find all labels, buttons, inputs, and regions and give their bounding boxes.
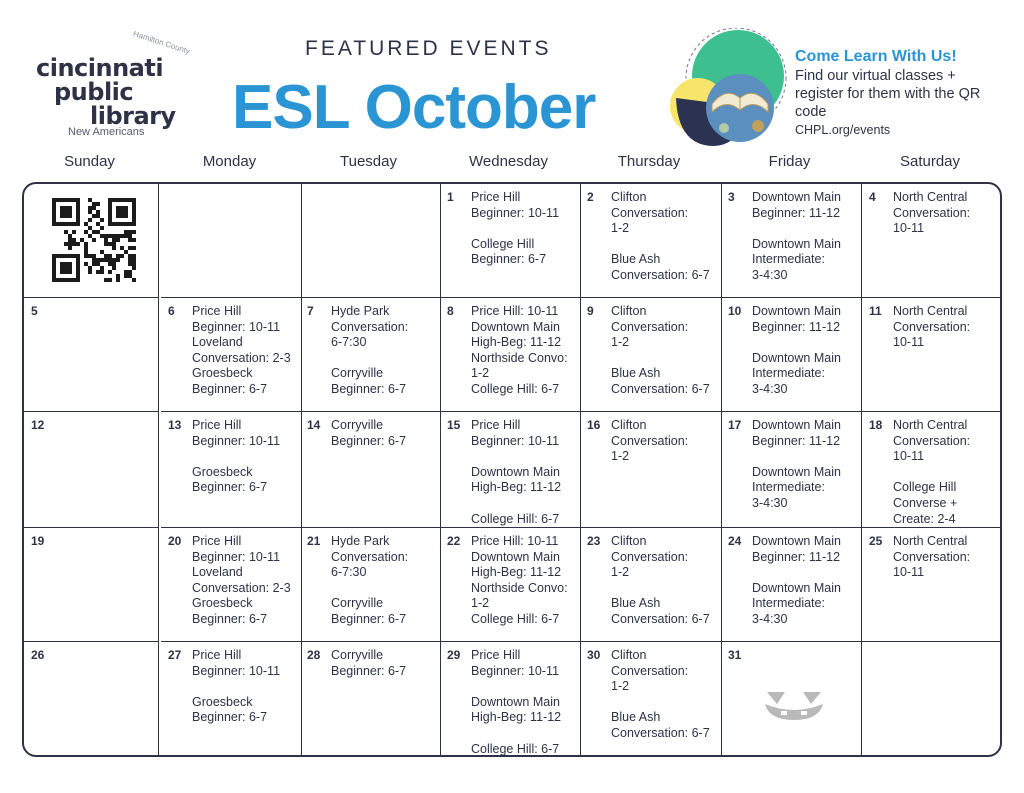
day-number: 11 [869, 304, 882, 318]
day-number: 13 [168, 418, 182, 432]
day-events: North Central Conversation: 10-11 [893, 534, 971, 580]
library-logo [36, 29, 206, 144]
day-cell [24, 184, 159, 298]
day-cell [24, 412, 159, 528]
day-events: Clifton Conversation: 1-2 Blue Ash Conversation: 6-7 [611, 648, 710, 740]
calendar-grid [22, 182, 1002, 757]
day-events: Price Hill Beginner: 10-11 College Hill Beginner: 6-7 [471, 190, 560, 267]
day-cell [161, 412, 302, 528]
day-events: Downtown Main Beginner: 11-12 Downtown Main Intermediate: 3-4:30 [752, 418, 841, 510]
day-events: Clifton Conversation: 1-2 Blue Ash Conversation: 6-7 [611, 534, 710, 626]
day-events: Price Hill Beginner: 10-11 Loveland Conversation: 2-3 Groesbeck Beginner: 6-7 [192, 534, 291, 626]
day-number: 1 [447, 190, 454, 204]
day-events: Price Hill Beginner: 10-11 Groesbeck Beginner: 6-7 [192, 648, 281, 725]
day-cell [580, 412, 722, 528]
day-number: 7 [307, 304, 314, 318]
logo-word-cincinnati: cincinnati [36, 54, 164, 82]
day-number: 17 [728, 418, 742, 432]
day-cell [161, 184, 302, 298]
day-number: 5 [31, 304, 38, 318]
day-cell [862, 642, 1002, 757]
day-number: 9 [587, 304, 594, 318]
weekday-saturday: Saturday [899, 153, 961, 170]
day-cell [161, 528, 302, 642]
day-cell [161, 642, 302, 757]
day-cell [862, 528, 1002, 642]
day-events: Downtown Main Beginner: 11-12 Downtown Main Intermediate: 3-4:30 [752, 304, 841, 396]
day-events: Corryville Beginner: 6-7 [331, 648, 407, 678]
day-number: 14 [307, 418, 321, 432]
day-number: 16 [587, 418, 601, 432]
day-cell [721, 184, 862, 298]
day-cell [300, 528, 441, 642]
day-cell [440, 412, 581, 528]
day-events: Hyde Park Conversation: 6-7:30 Corryville Beginner: 6-7 [331, 534, 409, 626]
day-number: 3 [728, 190, 735, 204]
day-events: Price Hill Beginner: 10-11 Downtown Main High-Beg: 11-12 College Hill: 6-7 [471, 418, 562, 526]
day-events: Hyde Park Conversation: 6-7:30 Corryville Beginner: 6-7 [331, 304, 409, 396]
day-number: 8 [447, 304, 454, 318]
day-events: Price Hill: 10-11 Downtown Main High-Beg: 11-12 Northside Convo: 1-2 College Hill: 6-7 [471, 304, 568, 396]
weekday-thursday: Thursday [617, 153, 681, 170]
day-cell [300, 298, 441, 412]
day-cell [721, 528, 862, 642]
open-book-globe-icon [668, 28, 788, 148]
day-number: 19 [31, 534, 45, 548]
day-number: 20 [168, 534, 182, 548]
day-events: Price Hill Beginner: 10-11 Loveland Conversation: 2-3 Groesbeck Beginner: 6-7 [192, 304, 291, 396]
day-cell [580, 642, 722, 757]
day-cell [440, 184, 581, 298]
logo-county-text: Hamilton County [132, 29, 192, 56]
day-number: 25 [869, 534, 883, 548]
day-events: Price Hill: 10-11 Downtown Main High-Beg: 11-12 Northside Convo: 1-2 College Hill: 6-7 [471, 534, 568, 626]
logo-word-public: public [54, 78, 134, 106]
day-cell [440, 642, 581, 757]
day-events: Downtown Main Beginner: 11-12 Downtown Main Intermediate: 3-4:30 [752, 190, 841, 282]
day-events: North Central Conversation: 10-11 [893, 304, 971, 350]
day-cell [721, 412, 862, 528]
day-cell [862, 298, 1002, 412]
day-events: Price Hill Beginner: 10-11 Groesbeck Beginner: 6-7 [192, 418, 281, 495]
weekday-tuesday: Tuesday [340, 153, 397, 170]
day-events: Clifton Conversation: 1-2 [611, 418, 689, 464]
weekday-monday: Monday [202, 153, 257, 170]
day-number: 29 [447, 648, 461, 662]
day-cell [721, 298, 862, 412]
day-cell [862, 412, 1002, 528]
day-number: 2 [587, 190, 594, 204]
day-number: 10 [728, 304, 742, 318]
day-number: 23 [587, 534, 601, 548]
day-cell [580, 528, 722, 642]
day-events: North Central Conversation: 10-11 College Hill Converse + Create: 2-4 [893, 418, 971, 526]
day-number: 15 [447, 418, 461, 432]
promo-body: Find our virtual classes + register for them with the QR code [795, 68, 981, 120]
day-cell [24, 298, 159, 412]
day-number: 30 [587, 648, 601, 662]
day-events: Downtown Main Beginner: 11-12 Downtown Main Intermediate: 3-4:30 [752, 534, 841, 626]
day-number: 4 [869, 190, 876, 204]
day-cell [440, 298, 581, 412]
day-events: Clifton Conversation: 1-2 Blue Ash Conversation: 6-7 [611, 190, 710, 282]
events-link[interactable]: CHPL.org/events [795, 123, 891, 137]
day-cell [580, 298, 722, 412]
day-events: North Central Conversation: 10-11 [893, 190, 971, 236]
day-cell [580, 184, 722, 298]
day-cell [300, 412, 441, 528]
logo-subtitle: New Americans [68, 126, 145, 138]
day-number: 26 [31, 648, 45, 662]
day-number: 22 [447, 534, 461, 548]
day-cell [24, 528, 159, 642]
weekday-sunday: Sunday [64, 153, 115, 170]
weekday-wednesday: Wednesday [469, 153, 548, 170]
day-number: 12 [31, 418, 45, 432]
day-number: 31 [728, 648, 742, 662]
jack-o-lantern-icon [763, 682, 825, 720]
day-number: 21 [307, 534, 321, 548]
day-events: Clifton Conversation: 1-2 Blue Ash Conversation: 6-7 [611, 304, 710, 396]
promo-heading: Come Learn With Us! [795, 48, 957, 65]
day-cell [24, 642, 159, 757]
day-number: 18 [869, 418, 883, 432]
day-number: 6 [168, 304, 175, 318]
day-cell [161, 298, 302, 412]
day-cell [862, 184, 1002, 298]
weekday-header [22, 153, 1002, 175]
day-cell [440, 528, 581, 642]
weekday-friday: Friday [768, 153, 811, 170]
qr-code-icon[interactable] [52, 198, 136, 282]
day-number: 24 [728, 534, 742, 548]
page-kicker: FEATURED EVENTS [305, 37, 552, 60]
day-number: 28 [307, 648, 321, 662]
day-cell [300, 184, 441, 298]
day-events: Corryville Beginner: 6-7 [331, 418, 407, 448]
day-cell [300, 642, 441, 757]
page-title: ESL October [232, 73, 596, 142]
day-number: 27 [168, 648, 182, 662]
promo-block [795, 48, 995, 139]
day-cell [721, 642, 862, 757]
logo-word-library: library [90, 102, 176, 130]
day-events: Price Hill Beginner: 10-11 Downtown Main High-Beg: 11-12 College Hill: 6-7 [471, 648, 562, 756]
